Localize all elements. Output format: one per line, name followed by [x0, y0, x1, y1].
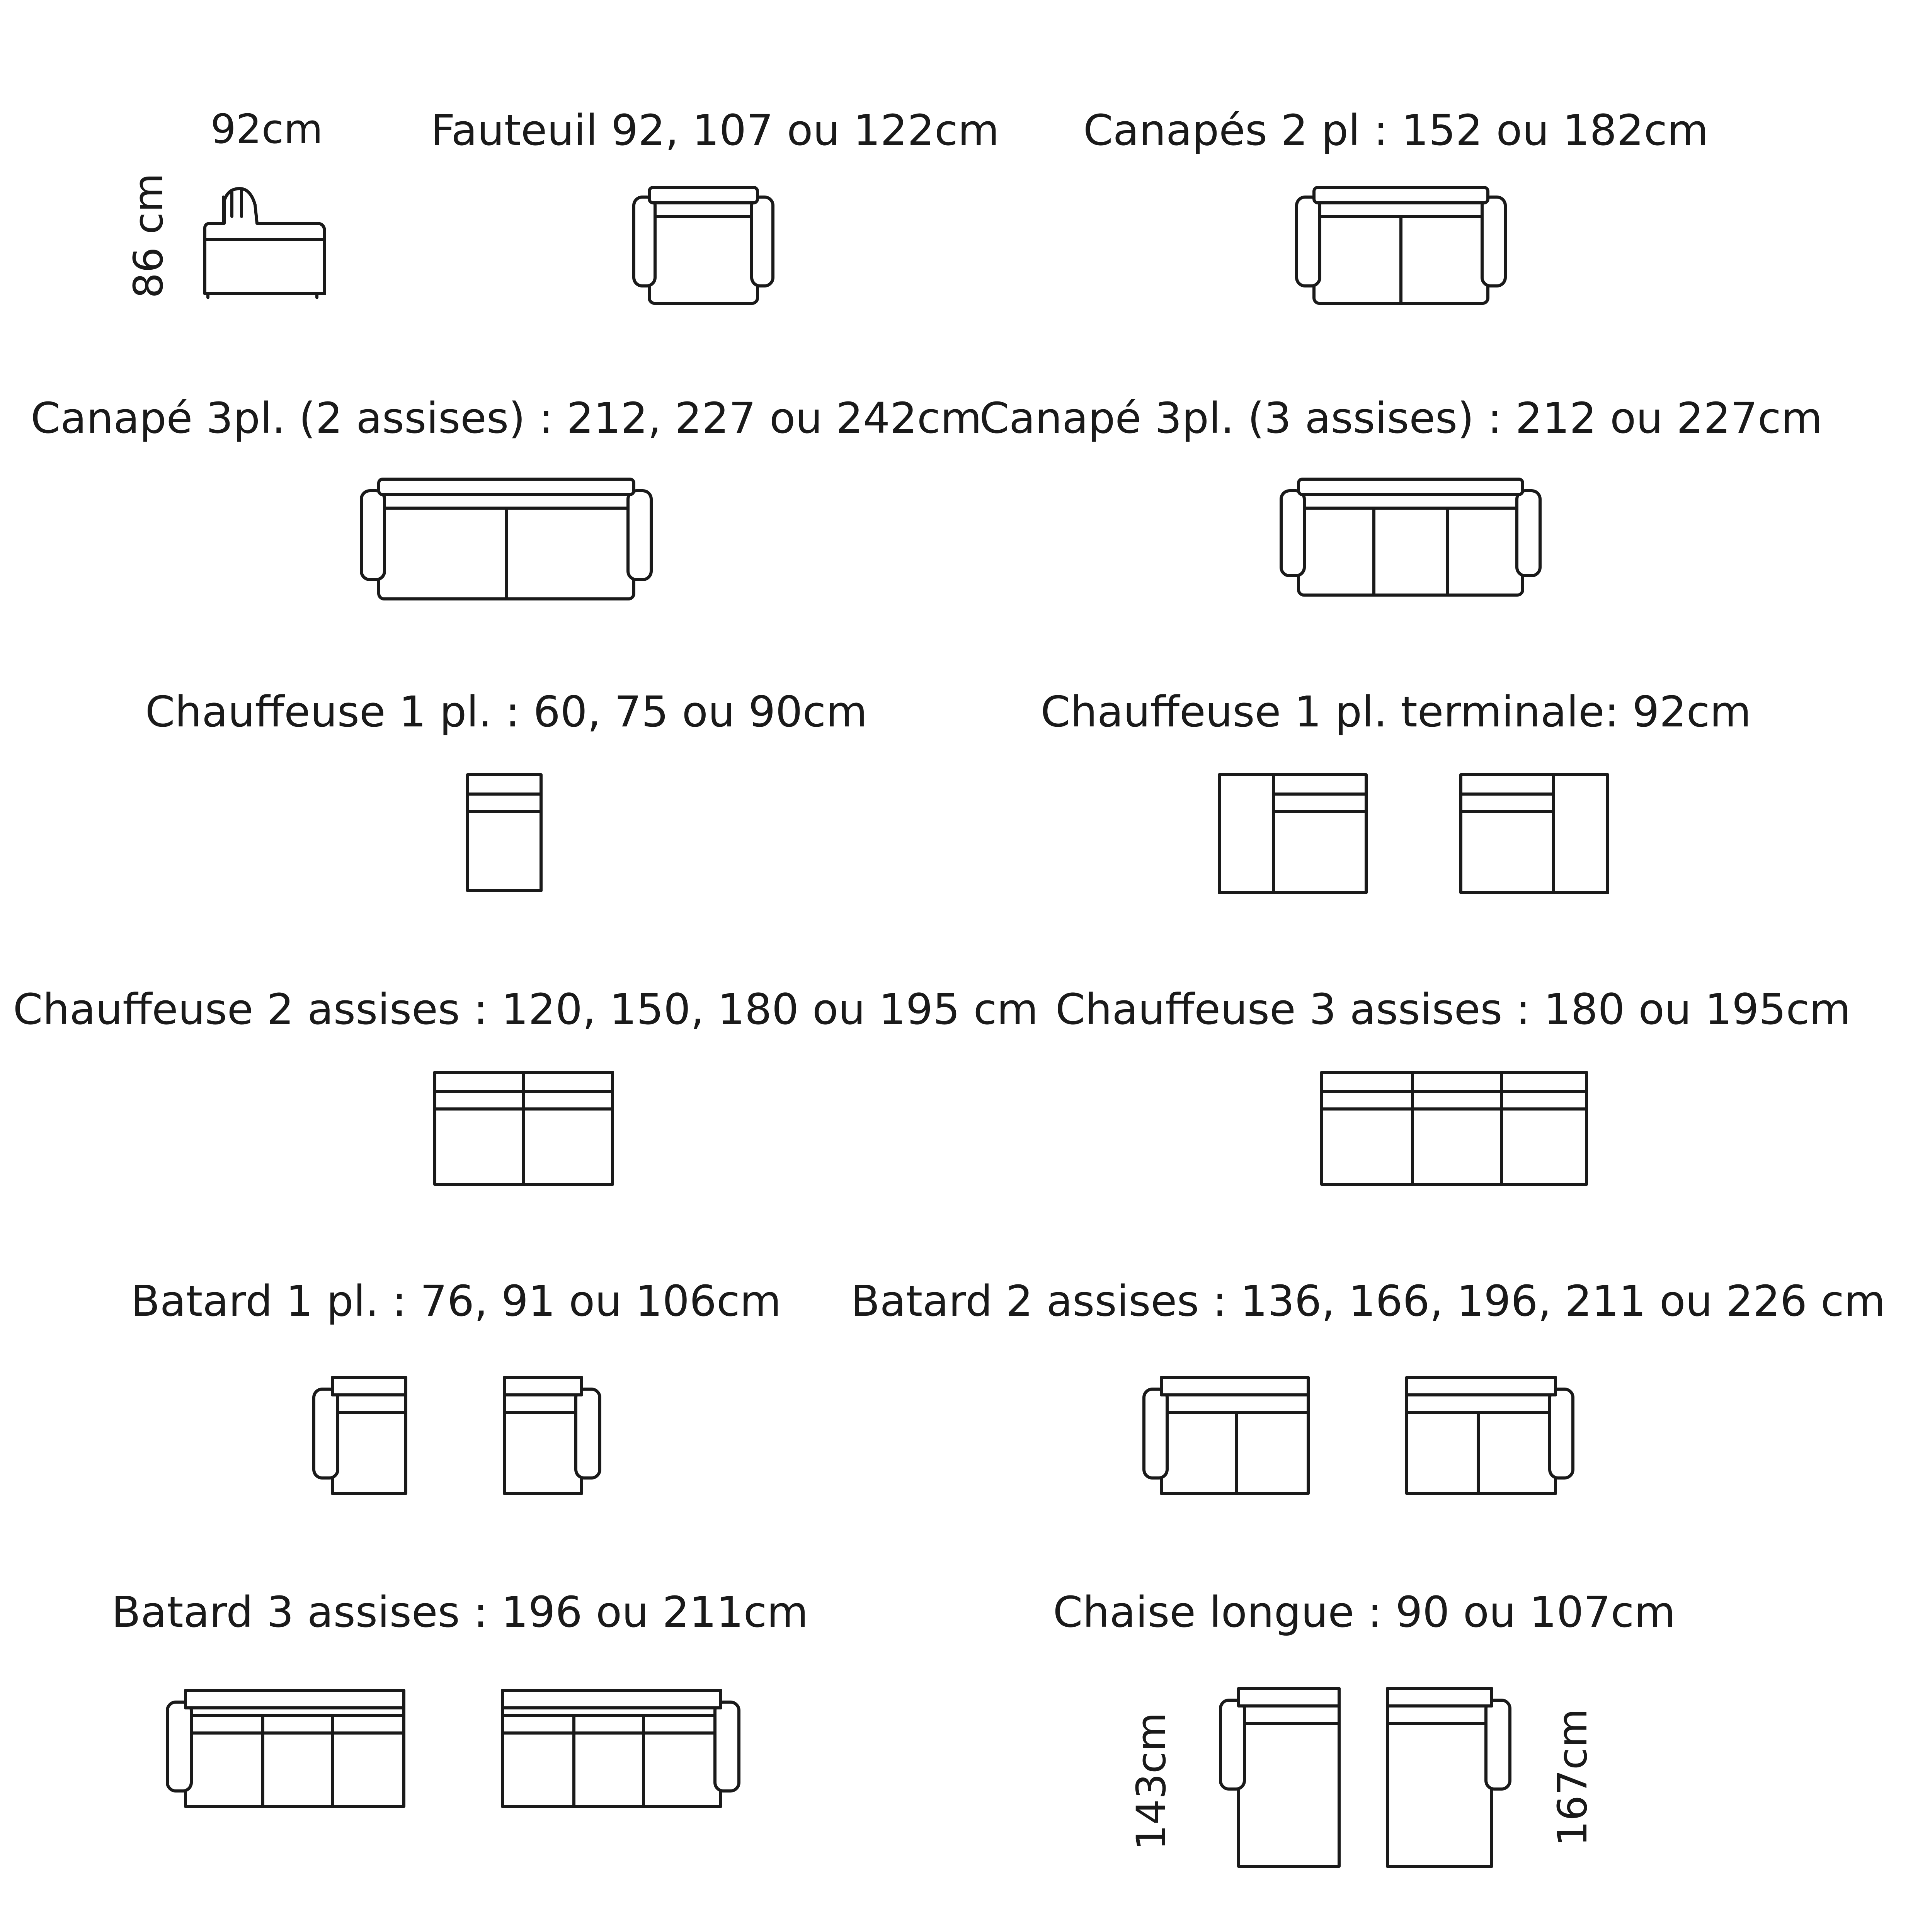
chauffeuse-1pl-terminale-label: Chauffeuse 1 pl. terminale: 92cm [1040, 687, 1751, 736]
chauffeuse-3-assises-icon [1322, 1072, 1586, 1184]
canape-3pl-3-assises-icon [1281, 479, 1540, 595]
canape-3pl-2-assises-label: Canapé 3pl. (2 assises) : 212, 227 ou 242cm [31, 393, 982, 443]
batard-1pl-right-icon [504, 1378, 600, 1493]
batard-2-assises-right-icon [1407, 1378, 1573, 1493]
chauffeuse-3-assises-label: Chauffeuse 3 assises : 180 ou 195cm [1055, 985, 1851, 1034]
chauffeuse-2-assises-label: Chauffeuse 2 assises : 120, 150, 180 ou 195 cm [13, 985, 1038, 1034]
batard-2-assises-left-icon [1144, 1378, 1308, 1493]
batard-3-assises-label: Batard 3 assises : 196 ou 211cm [111, 1587, 808, 1637]
chauffeuse-2-assises-icon [435, 1072, 613, 1184]
chaise-left-length-label: 143cm [1128, 1712, 1175, 1850]
chaise-right-length-label: 167cm [1549, 1708, 1596, 1847]
batard-2-assises-label: Batard 2 assises : 136, 166, 196, 211 ou 226 cm [851, 1276, 1886, 1326]
fauteuil-label: Fauteuil 92, 107 ou 122cm [431, 105, 999, 155]
profile-height-label: 86 cm [125, 173, 172, 298]
fauteuil-icon [634, 187, 773, 303]
chaise-longue-right-icon [1387, 1689, 1510, 1866]
profile-width-label: 92cm [210, 105, 323, 153]
chaise-longue-left-icon [1220, 1689, 1339, 1866]
batard-3-assises-left-icon [167, 1690, 404, 1806]
canape-3pl-3-assises-label: Canapé 3pl. (3 assises) : 212 ou 227cm [979, 393, 1823, 443]
canapes-2pl-label: Canapés 2 pl : 152 ou 182cm [1083, 105, 1709, 155]
batard-1pl-label: Batard 1 pl. : 76, 91 ou 106cm [131, 1276, 781, 1326]
chauffeuse-1pl-icon [468, 775, 541, 891]
chaise-longue-label: Chaise longue : 90 ou 107cm [1053, 1587, 1676, 1637]
chauffeuse-1pl-terminale-right-icon [1461, 775, 1608, 893]
chauffeuse-1pl-terminale-left-icon [1219, 775, 1366, 893]
canape-2pl-icon [1297, 187, 1505, 303]
canape-3pl-2-assises-icon [361, 479, 651, 599]
chauffeuse-1pl-label: Chauffeuse 1 pl. : 60, 75 ou 90cm [145, 687, 868, 736]
sofa-side-profile-icon [205, 189, 325, 298]
batard-1pl-left-icon [314, 1378, 406, 1493]
batard-3-assises-right-icon [502, 1690, 739, 1806]
